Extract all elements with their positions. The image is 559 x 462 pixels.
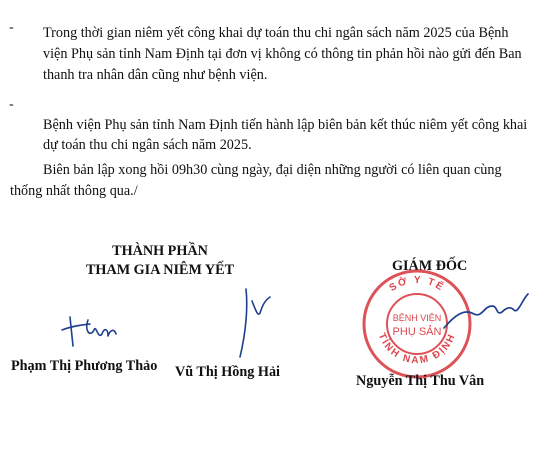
signature-nguyen-thi-thu-van (440, 286, 532, 336)
signer-name-1: Phạm Thị Phương Thảo (11, 358, 158, 374)
paragraph-1-line-2: viện Phụ sản tỉnh Nam Định tại đơn vị không có thông tin phản hồi nào gửi đến Ban (43, 46, 522, 62)
seal-inner-ring (387, 294, 447, 354)
paragraph-1-line-1: Trong thời gian niêm yết công khai dự toán thu chi ngân sách năm 2025 của Bệnh (43, 25, 509, 41)
seal-outer-top-text: SỞ Y TẾ (387, 274, 447, 294)
director-heading: GIÁM ĐỐC (392, 258, 468, 274)
signer-name-2: Vũ Thị Hồng Hải (175, 364, 280, 380)
signature-vu-thi-hong-hai (226, 287, 276, 359)
signature-pham-thi-phuong-thao (60, 312, 130, 350)
paragraph-2-line-1: Bệnh viện Phụ sản tỉnh Nam Định tiến hành lập biên bản kết thúc niêm yết công khai (43, 117, 528, 133)
seal-center-line-1: BỆNH VIỆN (392, 313, 442, 323)
paragraph-2-line-2: dự toán thu chi ngân sách năm 2025. (43, 137, 252, 153)
paragraph-3-line-2: thống nhất thông qua./ (10, 183, 138, 199)
seal-center-line-2: PHỤ SẢN (392, 326, 442, 338)
left-heading-line-1: THÀNH PHẦN (112, 243, 208, 259)
seal-outer-bottom-text: TỈNH NAM ĐỊNH (375, 331, 459, 367)
signer-name-3: Nguyễn Thị Thu Vân (356, 373, 485, 389)
bullet-1: - (9, 20, 14, 35)
paragraph-1-line-3: thanh tra nhân dân cũng như bệnh viện. (43, 67, 268, 83)
bullet-2: - (9, 97, 14, 112)
left-heading-line-2: THAM GIA NIÊM YẾT (85, 262, 235, 278)
paragraph-3-line-1: Biên bản lập xong hồi 09h30 cùng ngày, đại diện những người có liên quan cùng (43, 162, 502, 178)
